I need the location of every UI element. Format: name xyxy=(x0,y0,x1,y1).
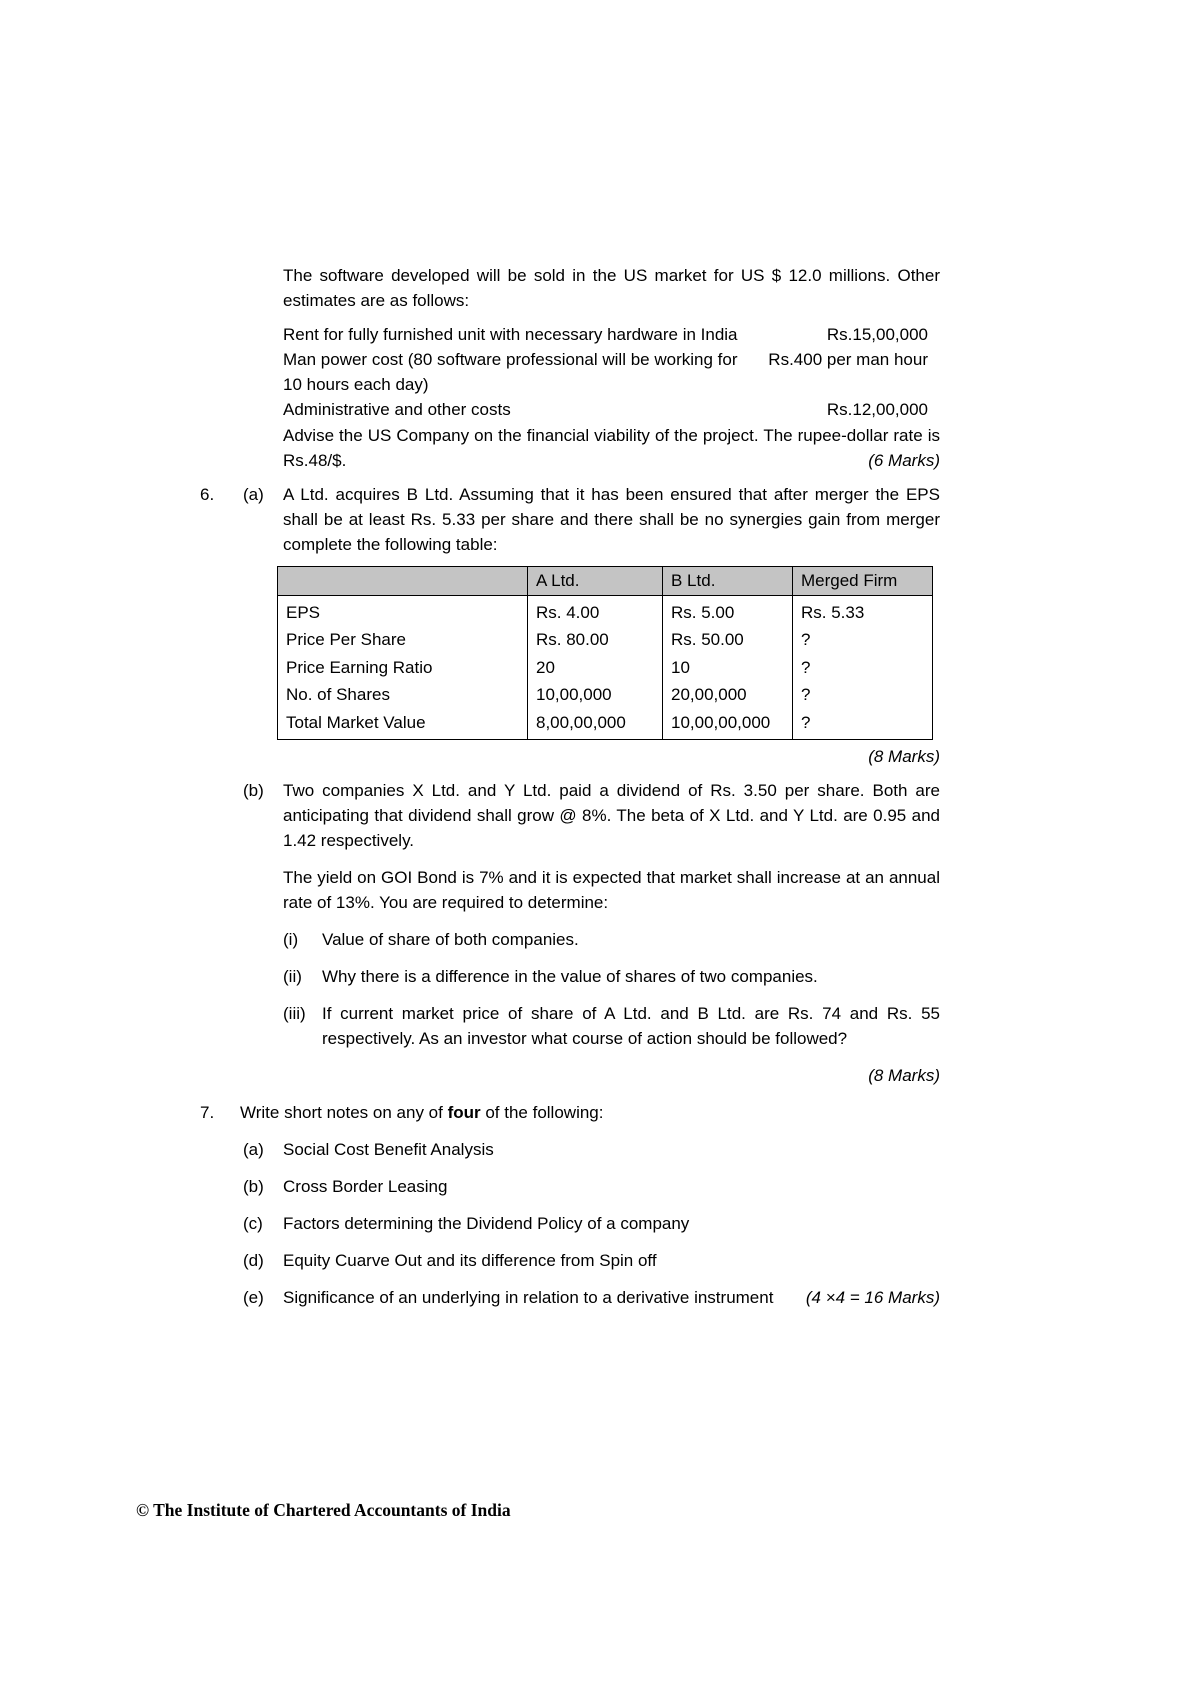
question-7-intro-bold: four xyxy=(447,1103,481,1122)
list-item xyxy=(243,1211,940,1236)
list-item-text: Significance of an underlying in relation to a derivative instrument xyxy=(283,1288,774,1307)
table-row xyxy=(278,595,933,626)
question-body xyxy=(283,778,940,1088)
question-7 xyxy=(200,1100,940,1310)
list-item xyxy=(283,964,940,989)
table-cell: 10,00,00,000 xyxy=(663,709,793,740)
list-item xyxy=(283,927,940,952)
question-7-intro xyxy=(240,1100,940,1125)
list-item-body xyxy=(283,1285,940,1310)
page-content xyxy=(200,263,940,1310)
marks-label: (4 ×4 = 16 Marks) xyxy=(805,1288,940,1307)
part-label: (b) xyxy=(243,781,264,800)
list-item-text: Social Cost Benefit Analysis xyxy=(283,1140,494,1159)
question-number: 7. xyxy=(200,1103,215,1122)
question-6b-para1: Two companies X Ltd. and Y Ltd. paid a dividend of Rs. 3.50 per share. Both are anticipating that dividend shall grow @ 8%. The beta of X Ltd. and Y Ltd. are 0.95 and 1.42 respectively. xyxy=(283,781,940,850)
part-label: (a) xyxy=(243,485,264,504)
list-item-text: Why there is a difference in the value of shares of two companies. xyxy=(322,967,818,986)
advise-text: Advise the US Company on the financial viability of the project. The rupee-dollar rate is Rs.48/$. xyxy=(283,426,940,470)
table-cell: Price Per Share xyxy=(278,626,528,654)
list-item-label: (e) xyxy=(243,1288,264,1307)
question-6a xyxy=(200,482,940,769)
table-cell: ? xyxy=(793,709,933,740)
marks-label: (8 Marks) xyxy=(868,747,940,766)
table-cell: ? xyxy=(793,681,933,709)
question-6b-para2: The yield on GOI Bond is 7% and it is expected that market shall increase at an annual rate of 13%. You are required to determine: xyxy=(283,868,940,912)
table-cell: 10 xyxy=(663,654,793,682)
estimate-value: Rs.15,00,000 xyxy=(826,325,928,344)
list-item-label: (c) xyxy=(243,1214,263,1233)
list-item-text: Equity Cuarve Out and its difference from Spin off xyxy=(283,1251,657,1270)
table-header-cell: A Ltd. xyxy=(528,567,663,596)
list-item-text: Cross Border Leasing xyxy=(283,1177,448,1196)
copyright-footer: © The Institute of Chartered Accountants of India xyxy=(136,1500,511,1520)
question-6b xyxy=(200,778,940,1088)
list-item-label: (i) xyxy=(283,930,299,949)
table-header-row xyxy=(278,567,933,596)
table-row xyxy=(278,709,933,740)
marks-label: (6 Marks) xyxy=(868,451,940,470)
table-cell: Rs. 4.00 xyxy=(528,595,663,626)
list-item xyxy=(243,1285,940,1310)
table-cell: 20,00,000 xyxy=(663,681,793,709)
marks-label: (8 Marks) xyxy=(868,1066,940,1085)
table-cell: Total Market Value xyxy=(278,709,528,740)
intro-paragraph: The software developed will be sold in the US market for US $ 12.0 millions. Other estimates are as follows: xyxy=(283,266,940,310)
estimate-value: Rs.400 per man hour xyxy=(768,350,928,369)
list-item-label: (a) xyxy=(243,1140,264,1159)
table-header-cell xyxy=(278,567,528,596)
table-cell: Rs. 80.00 xyxy=(528,626,663,654)
advise-paragraph xyxy=(283,423,940,473)
table-cell: 20 xyxy=(528,654,663,682)
question-6a-text: A Ltd. acquires B Ltd. Assuming that it has been ensured that after merger the EPS shall be at least Rs. 5.33 per share and there shall be no synergies gain from merger complete the following table: xyxy=(283,485,940,554)
list-item xyxy=(283,1001,940,1051)
list-item-label: (b) xyxy=(243,1177,264,1196)
table-cell: Rs. 5.00 xyxy=(663,595,793,626)
table-row xyxy=(278,626,933,654)
list-item xyxy=(243,1248,940,1273)
list-item-label: (ii) xyxy=(283,967,302,986)
question-body xyxy=(283,482,940,769)
question-7-intro-pre: Write short notes on any of xyxy=(240,1103,448,1122)
table-cell: 8,00,00,000 xyxy=(528,709,663,740)
table-row xyxy=(278,681,933,709)
table-cell: Rs. 50.00 xyxy=(663,626,793,654)
estimate-row xyxy=(283,322,940,347)
list-item-text: If current market price of share of A Ltd. and B Ltd. are Rs. 74 and Rs. 55 respectively. As an investor what course of action should be followed? xyxy=(322,1004,940,1048)
estimate-value: Rs.12,00,000 xyxy=(826,400,928,419)
table-header-cell: B Ltd. xyxy=(663,567,793,596)
table-row xyxy=(278,654,933,682)
estimate-row xyxy=(283,347,940,397)
question-number: 6. xyxy=(200,485,215,504)
list-item-text: Value of share of both companies. xyxy=(322,930,579,949)
question-number-spacer xyxy=(200,778,243,1088)
table-cell: EPS xyxy=(278,595,528,626)
table-cell: ? xyxy=(793,626,933,654)
estimate-label: Administrative and other costs xyxy=(283,400,511,419)
table-cell: Price Earning Ratio xyxy=(278,654,528,682)
table-cell: No. of Shares xyxy=(278,681,528,709)
question-7-intro-post: of the following: xyxy=(480,1103,604,1122)
table-cell: 10,00,000 xyxy=(528,681,663,709)
estimate-row xyxy=(283,397,940,422)
list-item-label: (iii) xyxy=(283,1004,306,1023)
question-body xyxy=(240,1100,940,1310)
table-cell: ? xyxy=(793,654,933,682)
list-item xyxy=(243,1137,940,1162)
list-item-text: Factors determining the Dividend Policy of a company xyxy=(283,1214,690,1233)
table-cell: Rs. 5.33 xyxy=(793,595,933,626)
list-item-label: (d) xyxy=(243,1251,264,1270)
estimate-label: Man power cost (80 software professional will be working for 10 hours each day) xyxy=(283,350,738,394)
table-header-cell: Merged Firm xyxy=(793,567,933,596)
list-item xyxy=(243,1174,940,1199)
merger-table xyxy=(277,566,933,740)
estimate-label: Rent for fully furnished unit with necessary hardware in India xyxy=(283,325,738,344)
